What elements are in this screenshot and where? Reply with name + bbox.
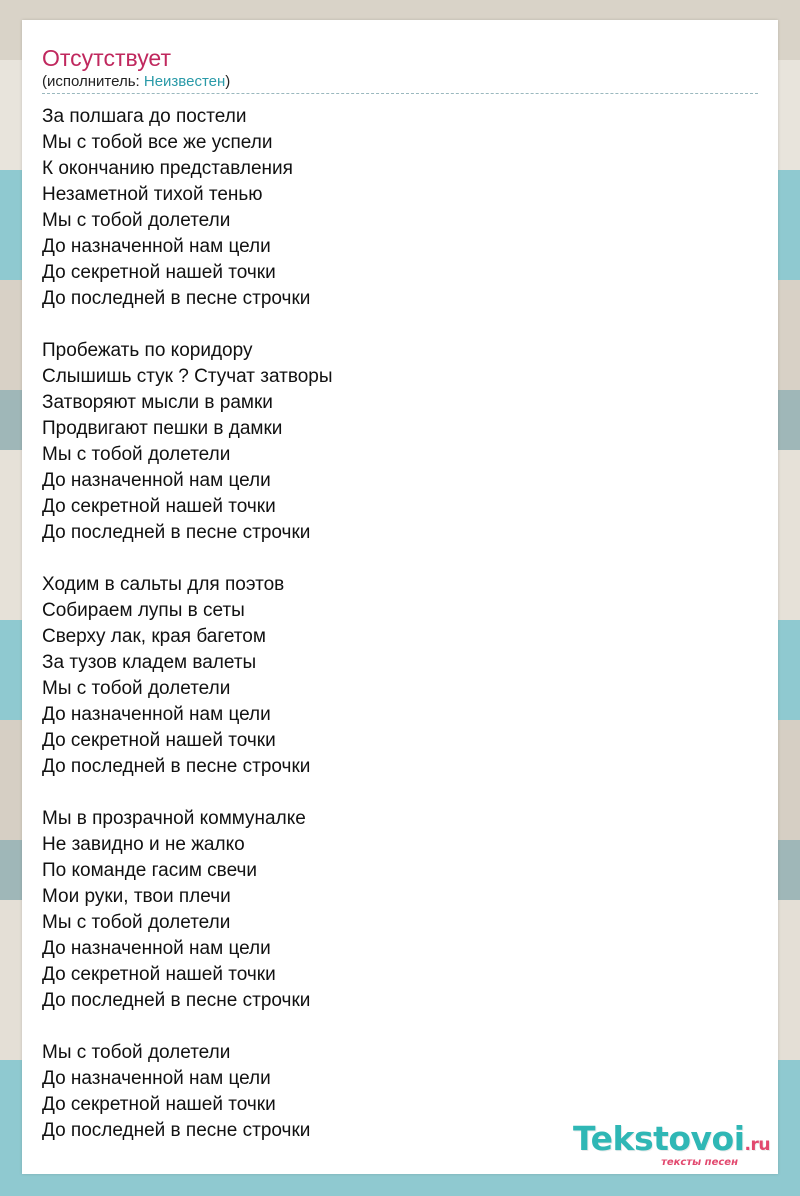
artist-link[interactable]: Неизвестен xyxy=(143,73,226,90)
lyrics-stanza xyxy=(42,572,333,780)
artist-line xyxy=(42,73,230,91)
lyrics-line: Мы с тобой долетели xyxy=(42,678,231,699)
lyrics-line: Мы с тобой долетели xyxy=(42,210,231,231)
lyrics-line: До назначенной нам цели xyxy=(42,236,271,257)
lyrics-line: Собираем лупы в сеты xyxy=(42,600,245,621)
lyrics-line: Затворяют мысли в рамки xyxy=(42,392,273,413)
site-logo[interactable] xyxy=(573,1121,770,1168)
lyrics-line: До назначенной нам цели xyxy=(42,938,271,959)
lyrics-line: За полшага до постели xyxy=(42,106,247,127)
lyrics-line: До назначенной нам цели xyxy=(42,470,271,491)
lyrics-line: Пробежать по коридору xyxy=(42,340,253,361)
lyrics-line: До назначенной нам цели xyxy=(42,704,271,725)
lyrics-line: Продвигают пешки в дамки xyxy=(42,418,283,439)
artist-suffix: ) xyxy=(225,73,231,90)
lyrics-line: До последней в песне строчки xyxy=(42,756,311,777)
lyrics-line: До назначенной нам цели xyxy=(42,1068,271,1089)
lyrics-stanza xyxy=(42,1040,333,1144)
lyrics-line: Мы с тобой все же успели xyxy=(42,132,273,153)
lyrics-line: К окончанию представления xyxy=(42,158,293,179)
logo-tagline: тексты песен xyxy=(661,1157,738,1168)
lyrics-line: Сверху лак, края багетом xyxy=(42,626,266,647)
lyrics-line: До последней в песне строчки xyxy=(42,288,311,309)
logo-domain: .ru xyxy=(744,1135,770,1155)
lyrics-stanza xyxy=(42,104,333,312)
logo-text: Tekstovoi xyxy=(573,1119,745,1158)
divider xyxy=(42,93,758,94)
lyrics-line: До секретной нашей точки xyxy=(42,496,276,517)
lyrics-line: Мы с тобой долетели xyxy=(42,1042,231,1063)
lyrics-card xyxy=(22,20,778,1174)
lyrics-line: До секретной нашей точки xyxy=(42,964,276,985)
lyrics-body xyxy=(42,104,333,1170)
song-title: Отсутствует xyxy=(42,45,171,71)
lyrics-line: До секретной нашей точки xyxy=(42,730,276,751)
lyrics-line: Мои руки, твои плечи xyxy=(42,886,231,907)
lyrics-line: До последней в песне строчки xyxy=(42,522,311,543)
lyrics-line: Мы в прозрачной коммуналке xyxy=(42,808,306,829)
lyrics-line: Мы с тобой долетели xyxy=(42,444,231,465)
lyrics-line: По команде гасим свечи xyxy=(42,860,258,881)
lyrics-line: Мы с тобой долетели xyxy=(42,912,231,933)
artist-prefix: (исполнитель: xyxy=(42,73,144,90)
lyrics-line: До секретной нашей точки xyxy=(42,262,276,283)
lyrics-line: Слышишь стук ? Стучат затворы xyxy=(42,366,333,387)
lyrics-stanza xyxy=(42,338,333,546)
lyrics-line: До последней в песне строчки xyxy=(42,1120,311,1141)
lyrics-line: Ходим в сальты для поэтов xyxy=(42,574,285,595)
lyrics-line: До последней в песне строчки xyxy=(42,990,311,1011)
lyrics-line: Незаметной тихой тенью xyxy=(42,184,263,205)
lyrics-line: За тузов кладем валеты xyxy=(42,652,257,673)
lyrics-line: Не завидно и не жалко xyxy=(42,834,245,855)
lyrics-stanza xyxy=(42,806,333,1014)
lyrics-line: До секретной нашей точки xyxy=(42,1094,276,1115)
